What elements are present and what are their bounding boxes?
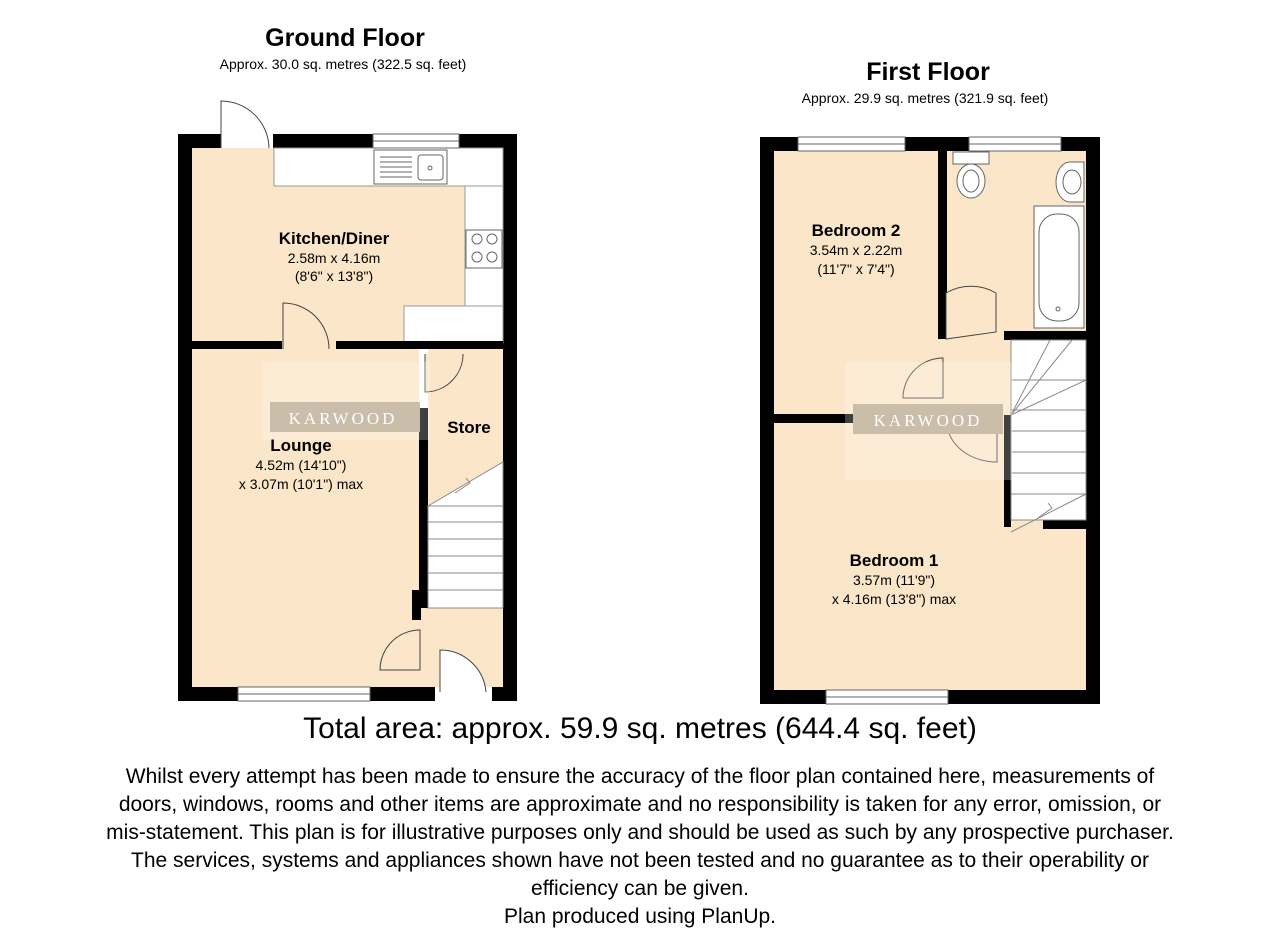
bathroom-window <box>969 137 1061 151</box>
bedroom2-dims-metric: 3.54m x 2.22m <box>809 242 903 258</box>
lounge-name: Lounge <box>270 436 332 455</box>
hall-wall-stub <box>412 590 421 620</box>
lounge-dims-line2: x 3.07m (10'1") max <box>238 476 364 492</box>
bedroom2-window <box>798 137 905 151</box>
total-area: Total area: approx. 59.9 sq. metres (644.4 sq. feet) <box>303 712 977 745</box>
bathroom-door-swing <box>946 286 996 339</box>
bedroom2-dims-imperial: (11'7" x 7'4") <box>817 261 895 277</box>
bathroom-basin <box>1056 162 1084 202</box>
bathroom-lower-wall <box>1004 331 1086 340</box>
disclaimer-line: doors, windows, rooms and other items are approximate and no responsibility is taken for any error, omission, or <box>118 793 1162 816</box>
first-floor-watermark <box>845 362 1013 480</box>
ground-floor-plan <box>178 101 517 701</box>
kitchen-dims-imperial: (8'6" x 13'8") <box>294 268 374 284</box>
kitchen-hob <box>466 230 502 268</box>
bedroom1-dims-line1: 3.57m (11'9") <box>852 572 936 588</box>
disclaimer-line: mis-statement. This plan is for illustrative purposes only and should be used as such by any prospective purchaser. <box>106 821 1174 844</box>
bedroom1-window <box>826 690 948 704</box>
bedroom1-name: Bedroom 1 <box>849 551 939 570</box>
kitchen-corner-unit <box>404 306 503 343</box>
back-door-swing <box>221 101 269 148</box>
lounge-dims-line1: 4.52m (14'10") <box>255 457 347 473</box>
ground-floor-title: Ground Floor <box>265 24 425 52</box>
kitchen-sink <box>374 150 447 184</box>
bedroom1-dims-line2: x 4.16m (13'8") max <box>831 591 957 607</box>
disclaimer-line: efficiency can be given. <box>531 877 749 900</box>
disclaimer <box>0 763 1280 931</box>
kitchen-dims-metric: 2.58m x 4.16m <box>287 250 381 266</box>
plan-credit: Plan produced using PlanUp. <box>503 905 776 928</box>
first-floor-stairs <box>1011 340 1086 532</box>
first-floor-title: First Floor <box>866 58 990 86</box>
kitchen-name: Kitchen/Diner <box>278 229 390 248</box>
stair-bottom-wall <box>1043 520 1086 529</box>
ground-floor-watermark <box>262 362 430 440</box>
lounge-window <box>238 687 370 701</box>
kitchen-lounge-wall-left <box>192 341 282 349</box>
ground-floor-area: Approx. 30.0 sq. metres (322.5 sq. feet) <box>219 56 467 72</box>
disclaimer-line: Whilst every attempt has been made to ensure the accuracy of the floor plan contained here, measurements of <box>125 765 1155 788</box>
first-floor-area: Approx. 29.9 sq. metres (321.9 sq. feet) <box>801 90 1049 106</box>
disclaimer-line: The services, systems and appliances shown have not been tested and no guarantee as to their operability or <box>131 849 1149 872</box>
svg-text:KARWOOD: KARWOOD <box>288 409 398 428</box>
bedroom2-name: Bedroom 2 <box>811 221 901 240</box>
kitchen-lounge-wall-right <box>336 341 503 349</box>
store-name: Store <box>447 418 491 437</box>
svg-text:KARWOOD: KARWOOD <box>873 411 983 430</box>
kitchen-window <box>373 134 459 148</box>
bathroom-bath <box>1034 206 1084 328</box>
